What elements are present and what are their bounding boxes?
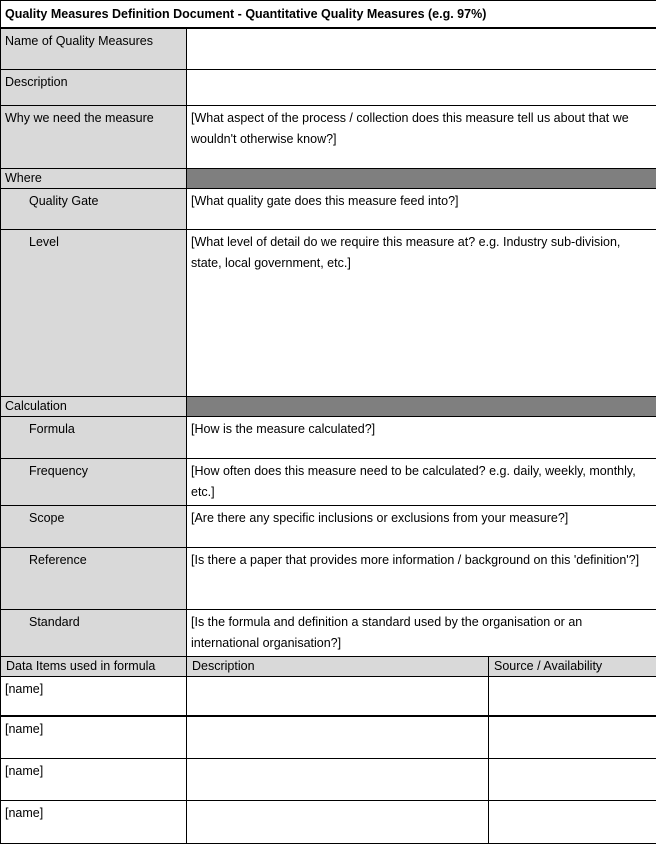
field-label-quality-gate: Quality Gate xyxy=(1,188,187,229)
data-item-row xyxy=(1,716,656,758)
section-label-calculation: Calculation xyxy=(1,396,187,416)
field-value-formula[interactable]: [How is the measure calculated?] xyxy=(187,416,656,458)
field-value-description[interactable] xyxy=(187,69,656,105)
data-item-row xyxy=(1,800,656,843)
data-item-description-cell[interactable] xyxy=(187,758,489,800)
field-value-level[interactable]: [What level of detail do we require this measure at? e.g. Industry sub-division, state, local government, etc.] xyxy=(187,229,656,396)
section-label-where: Where xyxy=(1,168,187,188)
field-label-name-of-quality-measures: Name of Quality Measures xyxy=(1,28,187,69)
field-label-frequency: Frequency xyxy=(1,458,187,505)
data-item-source-cell[interactable] xyxy=(489,676,656,716)
field-value-quality-gate[interactable]: [What quality gate does this measure feed into?] xyxy=(187,188,656,229)
data-items-header-source: Source / Availability xyxy=(489,656,656,676)
data-items-header-description: Description xyxy=(187,656,489,676)
field-value-standard[interactable]: [Is the formula and definition a standard used by the organisation or an international organisation?] xyxy=(187,609,656,656)
field-label-reference: Reference xyxy=(1,547,187,609)
data-item-description-cell[interactable] xyxy=(187,676,489,716)
data-items-header-name: Data Items used in formula xyxy=(1,656,187,676)
field-label-scope: Scope xyxy=(1,505,187,547)
data-item-row xyxy=(1,758,656,800)
data-item-description-cell[interactable] xyxy=(187,800,489,843)
field-label-description: Description xyxy=(1,69,187,105)
data-item-description-cell[interactable] xyxy=(187,716,489,758)
field-value-name-of-quality-measures[interactable] xyxy=(187,28,656,69)
data-item-name-cell[interactable]: [name] xyxy=(1,800,187,843)
field-label-formula: Formula xyxy=(1,416,187,458)
data-item-source-cell[interactable] xyxy=(489,800,656,843)
data-item-name-cell[interactable]: [name] xyxy=(1,716,187,758)
data-item-source-cell[interactable] xyxy=(489,758,656,800)
field-value-why-we-need-the-measure[interactable]: [What aspect of the process / collection does this measure tell us about that we wouldn't otherwise know?] xyxy=(187,105,656,168)
field-label-level: Level xyxy=(1,229,187,396)
document-title: Quality Measures Definition Document - Quantitative Quality Measures (e.g. 97%) xyxy=(1,1,656,29)
field-value-scope[interactable]: [Are there any specific inclusions or exclusions from your measure?] xyxy=(187,505,656,547)
field-label-standard: Standard xyxy=(1,609,187,656)
section-bar-where xyxy=(187,168,656,188)
data-item-name-cell[interactable]: [name] xyxy=(1,676,187,716)
field-label-why-we-need-the-measure: Why we need the measure xyxy=(1,105,187,168)
data-item-row xyxy=(1,676,656,716)
section-bar-calculation xyxy=(187,396,656,416)
field-value-frequency[interactable]: [How often does this measure need to be calculated? e.g. daily, weekly, monthly, etc.] xyxy=(187,458,656,505)
data-item-source-cell[interactable] xyxy=(489,716,656,758)
field-value-reference[interactable]: [Is there a paper that provides more information / background on this 'definition'?] xyxy=(187,547,656,609)
data-item-name-cell[interactable]: [name] xyxy=(1,758,187,800)
